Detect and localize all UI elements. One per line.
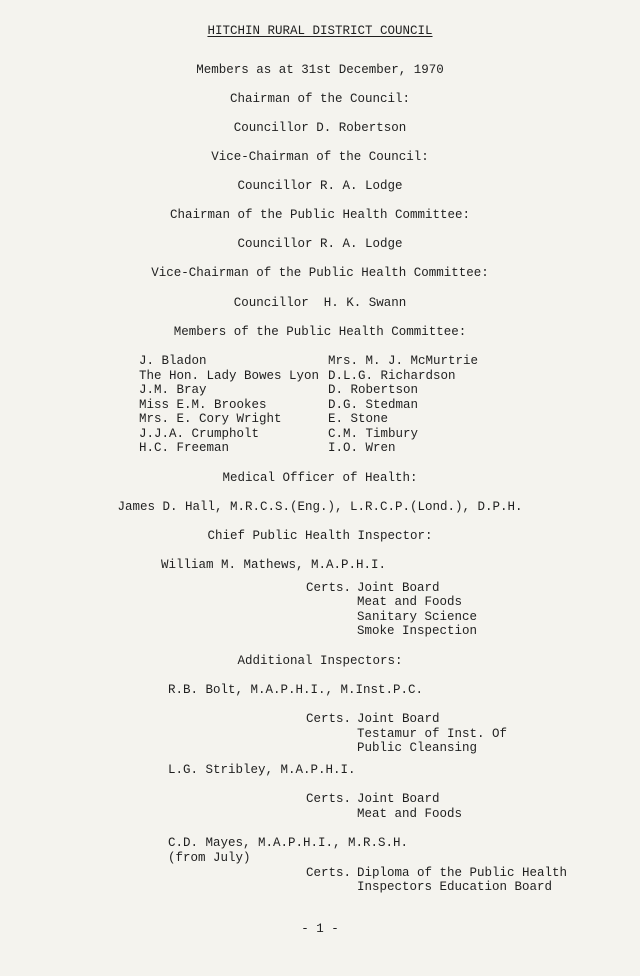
cphi-cert: Smoke Inspection <box>357 624 478 638</box>
inspector-2-cert: Meat and Foods <box>357 807 463 821</box>
vice-chairman-council-title: Vice-Chairman of the Council: <box>211 150 429 164</box>
page-number: - 1 - <box>301 922 339 936</box>
member-left: J. Bladon <box>139 354 207 368</box>
member-left: H.C. Freeman <box>139 441 230 455</box>
inspector-3-note: (from July) <box>168 851 251 865</box>
cphi-cert: Meat and Foods <box>357 595 463 609</box>
inspector-1-cert: Testamur of Inst. Of <box>357 727 508 741</box>
inspector-1-name: R.B. Bolt, M.A.P.H.I., M.Inst.P.C. <box>168 683 424 697</box>
vice-chairman-phc-name: Councillor H. K. Swann <box>233 296 407 310</box>
member-left: J.M. Bray <box>139 383 207 397</box>
cphi-certs-label: Certs. <box>306 581 352 595</box>
cphi-name: William M. Mathews, M.A.P.H.I. <box>161 558 387 572</box>
inspector-3-cert: Inspectors Education Board <box>357 880 553 894</box>
member-left: J.J.A. Crumpholt <box>139 427 260 441</box>
member-right: E. Stone <box>328 412 389 426</box>
member-right: I.O. Wren <box>328 441 396 455</box>
inspector-3-name: C.D. Mayes, M.A.P.H.I., M.R.S.H. <box>168 836 409 850</box>
chairman-phc-title: Chairman of the Public Health Committee: <box>169 208 471 222</box>
as-at-date: Members as at 31st December, 1970 <box>196 63 444 77</box>
cphi-cert: Joint Board <box>357 581 440 595</box>
vice-chairman-phc-title: Vice-Chairman of the Public Health Committee: <box>151 266 489 280</box>
chairman-council-title: Chairman of the Council: <box>229 92 411 106</box>
member-right: Mrs. M. J. McMurtrie <box>328 354 479 368</box>
inspector-2-certs-label: Certs. <box>306 792 352 806</box>
member-right: D.G. Stedman <box>328 398 419 412</box>
member-right: C.M. Timbury <box>328 427 419 441</box>
member-right: D. Robertson <box>328 383 419 397</box>
member-left: Miss E.M. Brookes <box>139 398 267 412</box>
chairman-phc-name: Councillor R. A. Lodge <box>237 237 403 251</box>
inspector-1-cert: Joint Board <box>357 712 440 726</box>
vice-chairman-council-name: Councillor R. A. Lodge <box>237 179 403 193</box>
council-heading: HITCHIN RURAL DISTRICT COUNCIL <box>207 24 433 38</box>
inspector-3-cert: Diploma of the Public Health <box>357 866 568 880</box>
member-left: Mrs. E. Cory Wright <box>139 412 282 426</box>
cphi-title: Chief Public Health Inspector: <box>207 529 433 543</box>
additional-inspectors-title: Additional Inspectors: <box>237 654 403 668</box>
chairman-council-name: Councillor D. Robertson <box>233 121 407 135</box>
member-right: D.L.G. Richardson <box>328 369 456 383</box>
inspector-1-certs-label: Certs. <box>306 712 352 726</box>
members-title: Members of the Public Health Committee: <box>173 325 467 339</box>
moh-name: James D. Hall, M.R.C.S.(Eng.), L.R.C.P.(Lond.), D.P.H. <box>117 500 523 514</box>
cphi-cert: Sanitary Science <box>357 610 478 624</box>
inspector-1-cert: Public Cleansing <box>357 741 478 755</box>
moh-title: Medical Officer of Health: <box>222 471 418 485</box>
inspector-2-name: L.G. Stribley, M.A.P.H.I. <box>168 763 356 777</box>
member-left: The Hon. Lady Bowes Lyon <box>139 369 320 383</box>
inspector-2-cert: Joint Board <box>357 792 440 806</box>
inspector-3-certs-label: Certs. <box>306 866 352 880</box>
